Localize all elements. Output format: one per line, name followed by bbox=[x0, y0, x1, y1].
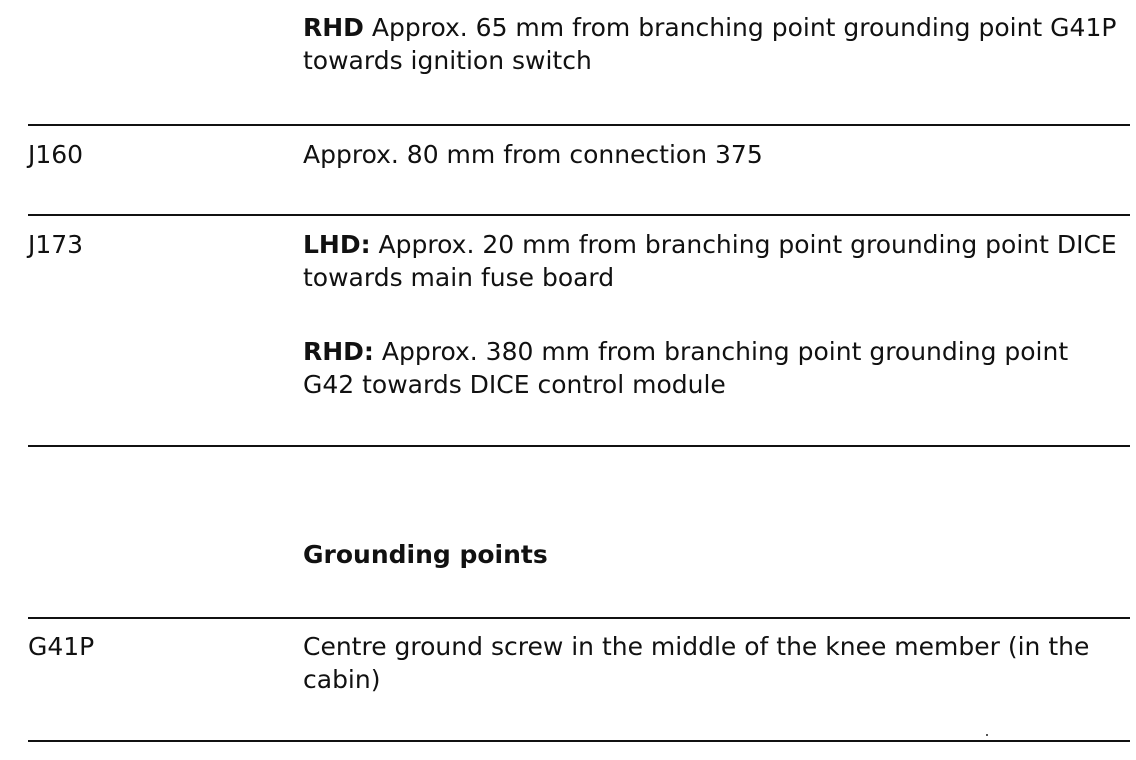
rhd-entry-text: Approx. 65 mm from branching point grounding point G41P towards ignition switch bbox=[303, 13, 1117, 75]
connector-id-j173: J173 bbox=[28, 230, 84, 259]
table-divider bbox=[28, 445, 1130, 447]
table-divider bbox=[28, 740, 1130, 742]
table-divider bbox=[28, 617, 1130, 619]
table-divider bbox=[28, 214, 1130, 216]
lhd-entry-text: Approx. 20 mm from branching point grounding point DICE towards main fuse board bbox=[303, 230, 1117, 292]
connector-description-j160 bbox=[303, 138, 1123, 171]
rhd-entry-j173 bbox=[303, 335, 1123, 401]
lhd-prefix: LHD: bbox=[303, 230, 371, 259]
grounding-id-g41p: G41P bbox=[28, 632, 95, 661]
connector-id-j160: J160 bbox=[28, 140, 84, 169]
lhd-entry-j173 bbox=[303, 228, 1123, 294]
section-heading: Grounding points bbox=[303, 540, 548, 569]
rhd-prefix: RHD bbox=[303, 13, 364, 42]
j160-entry-text: Approx. 80 mm from connection 375 bbox=[303, 140, 763, 169]
table-divider bbox=[28, 124, 1130, 126]
scan-speck bbox=[986, 734, 988, 736]
rhd-entry-g41p bbox=[303, 11, 1123, 77]
rhd-prefix: RHD: bbox=[303, 337, 374, 366]
rhd-entry-text: Approx. 380 mm from branching point grounding point G42 towards DICE control module bbox=[303, 337, 1069, 399]
grounding-description-g41p: Centre ground screw in the middle of the knee member (in the cabin) bbox=[303, 632, 1090, 694]
